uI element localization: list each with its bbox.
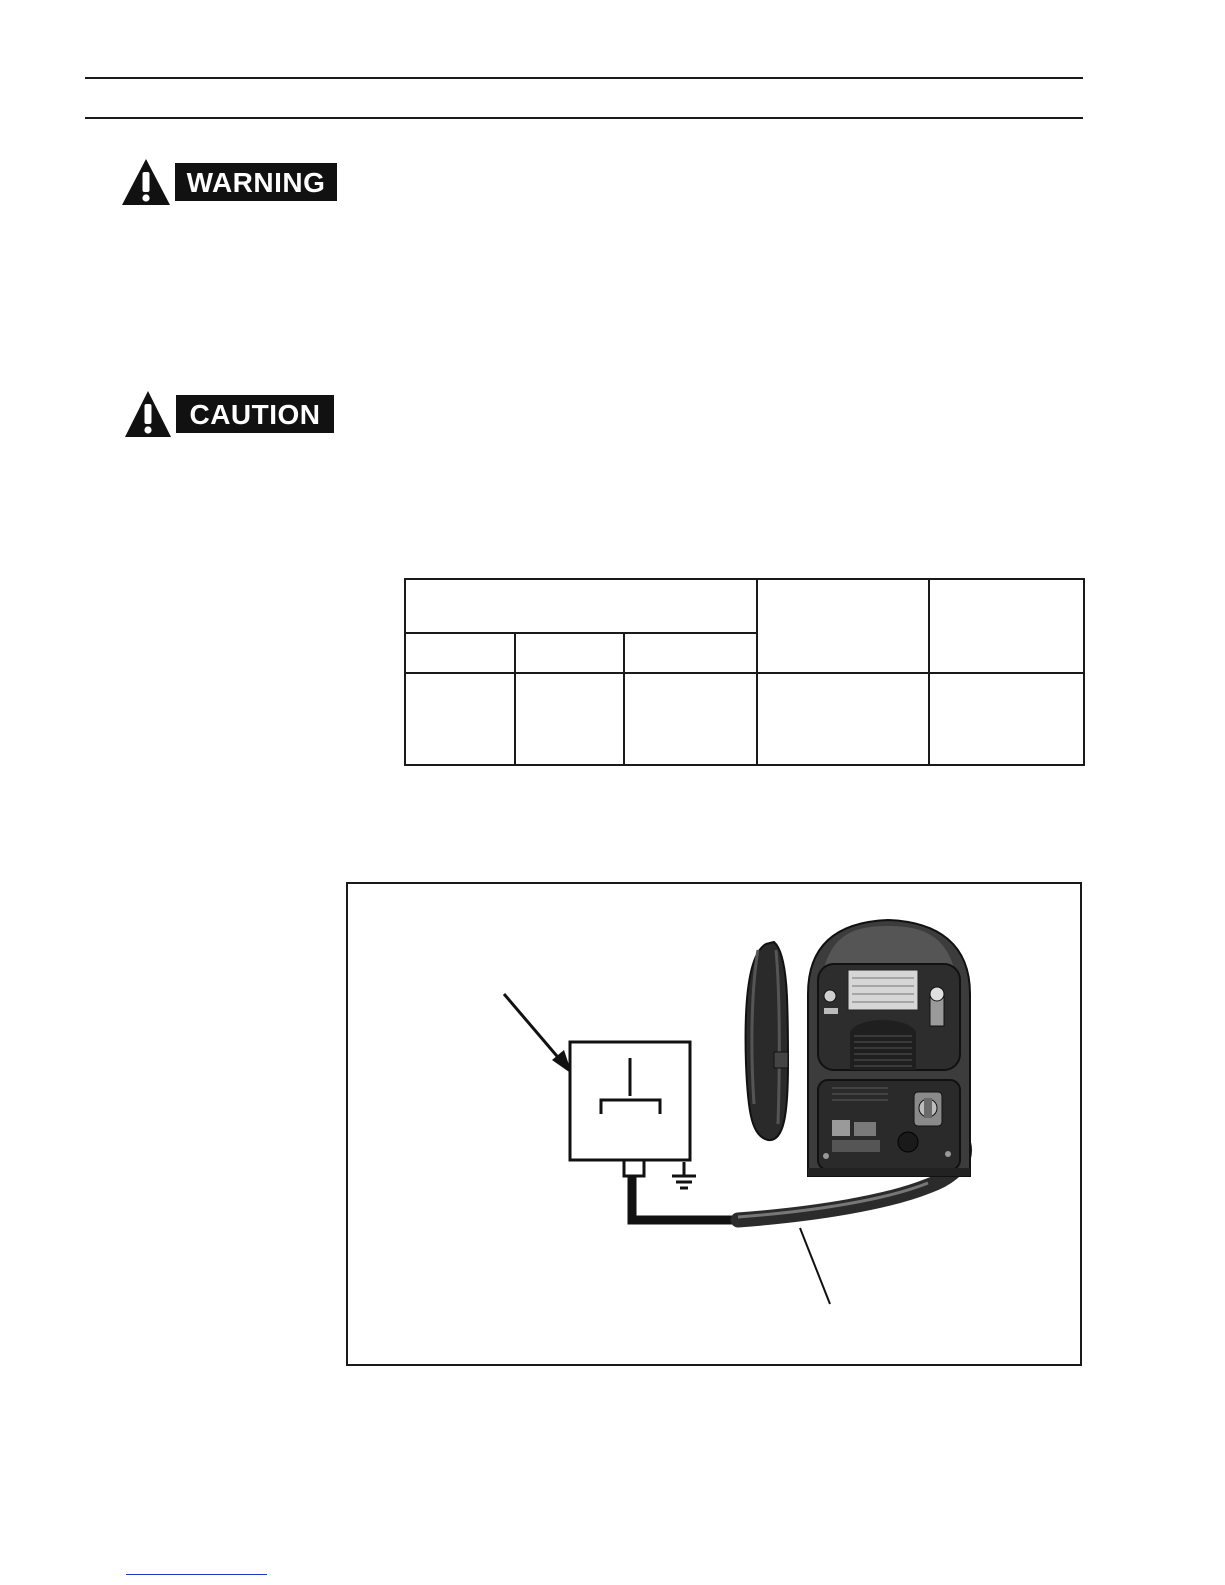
cable-leader-line [800, 1228, 830, 1304]
table-cell [624, 673, 757, 765]
table-cell [929, 673, 1084, 765]
specification-table [404, 578, 1085, 766]
table-subheader-cell [624, 633, 757, 673]
caution-label: CAUTION [176, 395, 334, 433]
connection-diagram [348, 884, 1080, 1364]
table-cell [405, 673, 515, 765]
table-header-cell [929, 579, 1084, 673]
ground-icon [672, 1162, 696, 1188]
disconnect-pointer-line [504, 994, 562, 1062]
table-header-group-cell [405, 579, 757, 633]
header-rule-top [85, 77, 1083, 79]
exclamation-triangle-icon [124, 390, 172, 438]
table-subheader-cell [405, 633, 515, 673]
table-cell [757, 673, 929, 765]
exclamation-triangle-icon [121, 158, 171, 206]
plasma-cutter-unit [746, 920, 970, 1176]
plug-connector [624, 1160, 644, 1176]
table-cell [515, 673, 624, 765]
caution-badge [124, 390, 334, 438]
warning-badge [121, 158, 337, 206]
footer-link-underline[interactable] [126, 1574, 267, 1575]
warning-label: WARNING [175, 163, 337, 201]
table-subheader-cell [515, 633, 624, 673]
connection-figure [346, 882, 1082, 1366]
table-header-cell [757, 579, 929, 673]
header-rule-bottom [85, 117, 1083, 119]
